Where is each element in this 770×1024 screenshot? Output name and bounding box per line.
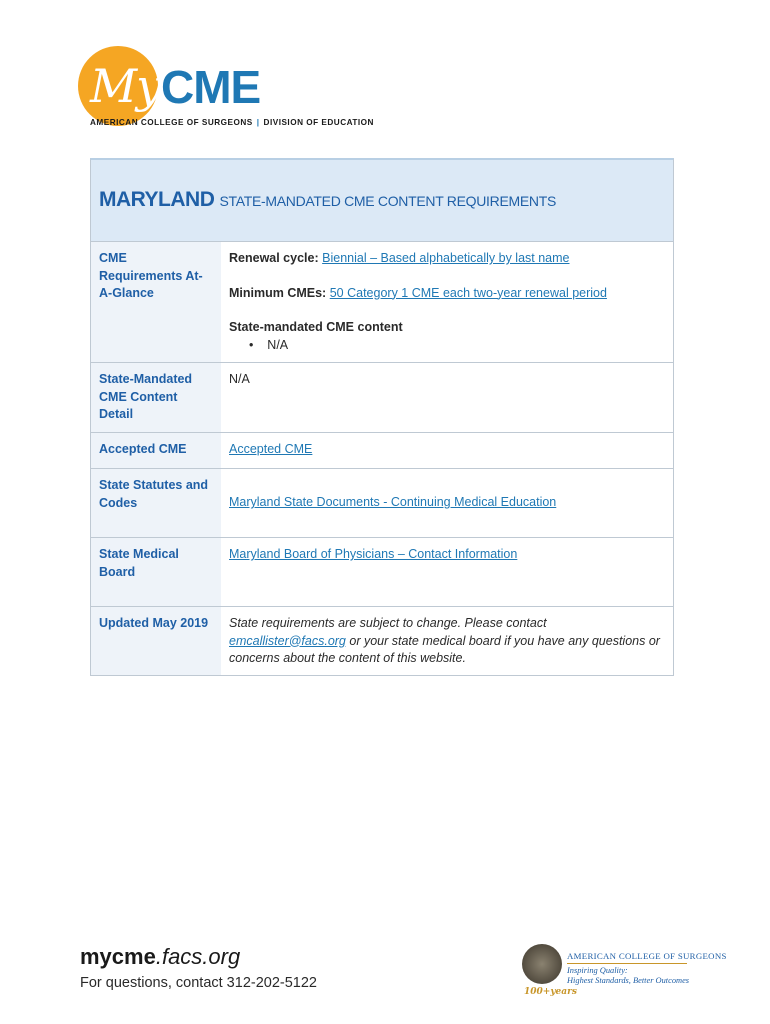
logo-cme-text: CME bbox=[161, 61, 261, 113]
row-value-updated bbox=[221, 607, 673, 675]
row-label-board: State Medical Board bbox=[91, 538, 221, 606]
logo-division: DIVISION OF EDUCATION bbox=[263, 118, 374, 127]
page-title bbox=[91, 160, 673, 242]
acs-seal-icon bbox=[522, 944, 562, 984]
logo-subtitle bbox=[90, 118, 374, 127]
table-row-board bbox=[91, 538, 673, 607]
content-item: N/A bbox=[267, 337, 289, 352]
logo-my-text: My bbox=[90, 59, 162, 113]
requirements-table bbox=[90, 158, 674, 676]
row-label-glance: CME Requirements At-A-Glance bbox=[91, 242, 221, 362]
acs-tagline-1: Inspiring Quality: bbox=[567, 966, 628, 975]
footer-url-bold: mycme bbox=[80, 944, 156, 969]
row-label-updated: Updated May 2019 bbox=[91, 607, 221, 675]
row-label-statutes: State Statutes and Codes bbox=[91, 469, 221, 537]
statutes-link[interactable]: Maryland State Documents - Continuing Medical Education bbox=[229, 495, 557, 509]
logo-separator: | bbox=[256, 118, 260, 127]
row-value-detail: N/A bbox=[229, 372, 250, 386]
row-value-board bbox=[221, 538, 673, 606]
row-label-detail: State-Mandated CME Content Detail bbox=[91, 363, 221, 432]
footer-questions: For questions, contact 312-202-5122 bbox=[80, 975, 317, 991]
updated-text-2: or your state medical board if you have any questions or concerns about the content of this website. bbox=[229, 633, 660, 665]
content-list-item bbox=[229, 337, 665, 355]
row-value-accepted bbox=[221, 433, 673, 468]
acs-name: AMERICAN COLLEGE OF SURGEONS bbox=[567, 951, 727, 961]
min-cme-label: Minimum CMEs: bbox=[229, 285, 327, 300]
acs-tagline-2: Highest Standards, Better Outcomes bbox=[567, 976, 690, 985]
bullet-icon: • bbox=[249, 337, 254, 352]
renewal-link[interactable]: Biennial – Based alphabetically by last name bbox=[322, 251, 570, 265]
table-row-accepted bbox=[91, 433, 673, 469]
title-state: MARYLAND bbox=[99, 188, 215, 211]
accepted-cme-link[interactable]: Accepted CME bbox=[229, 442, 313, 456]
row-label-accepted: Accepted CME bbox=[91, 433, 221, 468]
footer-url bbox=[80, 944, 240, 970]
acs-divider bbox=[567, 963, 687, 964]
updated-text-1: State requirements are subject to change. Please contact bbox=[229, 616, 547, 630]
table-row-statutes bbox=[91, 469, 673, 538]
title-rest: STATE-MANDATED CME CONTENT REQUIREMENTS bbox=[219, 193, 556, 209]
renewal-label: Renewal cycle: bbox=[229, 251, 319, 265]
table-row-updated bbox=[91, 607, 673, 675]
centennial-badge: 100+years bbox=[524, 987, 577, 997]
content-label: State-mandated CME content bbox=[229, 320, 403, 334]
row-value-glance bbox=[221, 242, 673, 362]
min-cme-link[interactable]: 50 Category 1 CME each two-year renewal period bbox=[329, 285, 607, 300]
email-link[interactable]: emcallister@facs.org bbox=[229, 633, 346, 648]
table-row-detail bbox=[91, 363, 673, 433]
board-link[interactable]: Maryland Board of Physicians – Contact Information bbox=[229, 547, 518, 561]
table-row-glance bbox=[91, 242, 673, 363]
logo-org: AMERICAN COLLEGE OF SURGEONS bbox=[90, 118, 253, 127]
row-value-statutes bbox=[221, 469, 673, 537]
mycme-logo bbox=[78, 46, 378, 136]
footer-url-rest: .facs.org bbox=[155, 944, 241, 969]
